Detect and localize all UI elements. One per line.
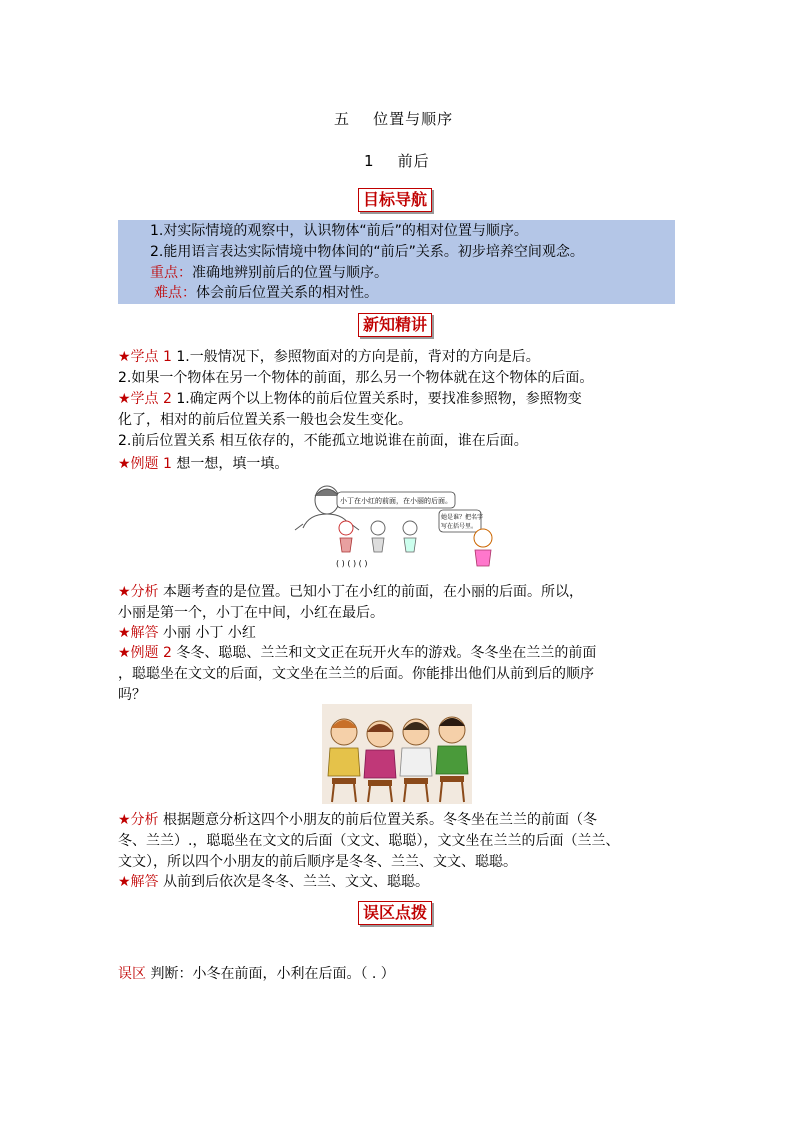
- new-knowledge-badge: 新知精讲: [358, 313, 432, 337]
- bubble-right-text-2: 写在括号里。: [441, 523, 478, 530]
- bubble-right-text-1: 她是谁？把名字: [441, 514, 484, 521]
- point-2-text: 1.确定两个以上物体的前后位置关系时，要找准参照物，参照物变: [171, 391, 582, 407]
- example-1: [118, 454, 288, 474]
- example-2-label: ★例题 2: [118, 645, 172, 661]
- mistake-label: 误区: [118, 966, 146, 982]
- example-2-line-2: ，聪聪坐在文文的后面，文文坐在兰兰的后面。你能排出他们从前到后的顺序: [118, 666, 594, 682]
- speech-bubble-right: [439, 510, 483, 532]
- example-1-illustration: [293, 480, 498, 570]
- girl-figure: [474, 529, 492, 566]
- example-1-label: ★例题 1: [118, 456, 172, 472]
- difficult-label: 难点：: [154, 285, 196, 301]
- point-2-line-2: 化了，相对的前后位置关系一般也会发生变化。: [118, 412, 412, 428]
- example-1-analysis-label: ★分析: [118, 584, 159, 600]
- child-1: [339, 521, 353, 552]
- mistakes-badge: 误区点拨: [358, 901, 432, 925]
- difficult-text: 体会前后位置关系的相对性。: [196, 285, 378, 301]
- example-2-text: 冬冬、聪聪、兰兰和文文正在玩开火车的游戏。冬冬坐在兰兰的前面: [171, 645, 597, 661]
- mistake-item: [118, 964, 395, 984]
- example-2-answer: [118, 872, 429, 892]
- point-2: [118, 389, 582, 409]
- example-1-analysis: [118, 582, 583, 602]
- key-point: [150, 263, 388, 283]
- answer-brackets: ( ) ( ) ( ): [336, 559, 368, 568]
- goal-line-2: 2.能用语言表达实际情境中物体间的“前后”关系。初步培养空间观念。: [150, 244, 584, 260]
- example-2-line-3: 吗？: [118, 687, 146, 703]
- speech-bubble-left: [337, 492, 455, 508]
- example-2-analysis: [118, 810, 597, 830]
- example-1-text: 想一想，填一填。: [171, 456, 289, 472]
- point-1-text: 1.一般情况下，参照物面对的方向是前，背对的方向是后。: [171, 349, 540, 365]
- example-1-analysis-line-2: 小丽是第一个，小丁在中间，小红在最后。: [118, 605, 384, 621]
- example-2-analysis-text: 根据题意分析这四个小朋友的前后位置关系。冬冬坐在兰兰的前面（冬: [158, 812, 598, 828]
- bubble-left-text: 小丁在小红的前面，在小丽的后面。: [340, 497, 452, 505]
- example-2-analysis-line-2: 冬、兰兰）.，聪聪坐在文文的后面（文文、聪聪），文文坐在兰兰的后面（兰兰、: [118, 833, 620, 849]
- example-2-illustration: [322, 704, 472, 804]
- point-1-label: ★学点 1: [118, 349, 172, 365]
- example-2: [118, 643, 596, 663]
- child-3: [403, 521, 417, 552]
- example-1-answer: [118, 623, 256, 643]
- chapter-title: 五 位置与顺序: [334, 110, 454, 128]
- example-2-analysis-line-3: 文文），所以四个小朋友的前后顺序是冬冬、兰兰、文文、聪聪。: [118, 854, 517, 870]
- child-2: [371, 521, 385, 552]
- key-text: 准确地辨别前后的位置与顺序。: [192, 265, 388, 281]
- goals-badge: 目标导航: [358, 188, 432, 212]
- point-1-line-2: 2.如果一个物体在另一个物体的前面，那么另一个物体就在这个物体的后面。: [118, 370, 594, 386]
- point-2-label: ★学点 2: [118, 391, 172, 407]
- point-1: [118, 347, 540, 367]
- example-1-analysis-text: 本题考查的是位置。已知小丁在小红的前面，在小丽的后面。所以，: [158, 584, 584, 600]
- goal-line-1: 1.对实际情境的观察中，认识物体“前后”的相对位置与顺序。: [150, 223, 528, 239]
- key-label: 重点：: [150, 265, 192, 281]
- example-1-answer-text: 小丽 小丁 小红: [158, 625, 256, 641]
- point-2-line-3: 2.前后位置关系 相互依存的，不能孤立地说谁在前面，谁在后面。: [118, 433, 528, 449]
- mistake-text: 判断：小冬在前面，小利在后面。（ . ）: [146, 966, 395, 982]
- goals-box: [118, 220, 675, 304]
- difficult-point: [154, 283, 378, 303]
- example-2-answer-label: ★解答: [118, 874, 159, 890]
- lesson-title: 1 前后: [364, 152, 430, 170]
- example-2-answer-text: 从前到后依次是冬冬、兰兰、文文、聪聪。: [158, 874, 430, 890]
- example-1-answer-label: ★解答: [118, 625, 159, 641]
- example-2-analysis-label: ★分析: [118, 812, 159, 828]
